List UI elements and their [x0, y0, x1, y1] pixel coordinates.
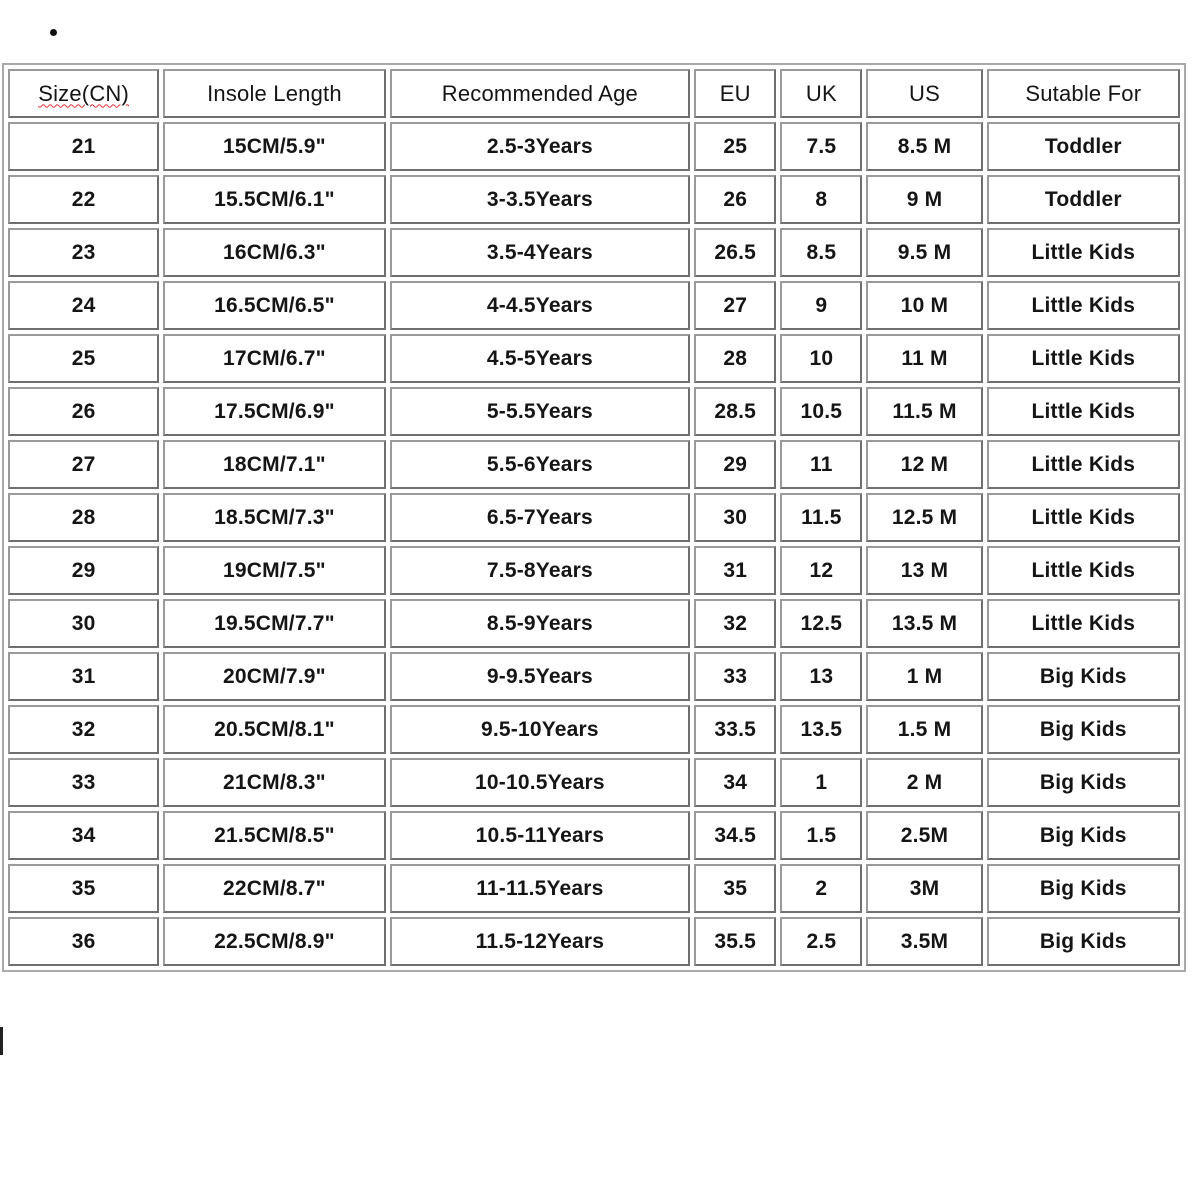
- cell-insole-length: 20CM/7.9": [163, 652, 385, 701]
- cell-uk: 8.5: [780, 228, 862, 277]
- cell-recommended-age: 9-9.5Years: [390, 652, 691, 701]
- cell-size-cn: 30: [8, 599, 159, 648]
- cell-us: 12.5 M: [866, 493, 982, 542]
- cell-recommended-age: 11-11.5Years: [390, 864, 691, 913]
- cell-uk: 1.5: [780, 811, 862, 860]
- cell-size-cn: 23: [8, 228, 159, 277]
- table-row: [8, 705, 1180, 754]
- table-row: [8, 281, 1180, 330]
- table-header-row: [8, 69, 1180, 118]
- cell-recommended-age: 4-4.5Years: [390, 281, 691, 330]
- cell-uk: 13: [780, 652, 862, 701]
- cell-us: 13.5 M: [866, 599, 982, 648]
- header-sutable-for: Sutable For: [987, 69, 1180, 118]
- cell-us: 11 M: [866, 334, 982, 383]
- cell-us: 9 M: [866, 175, 982, 224]
- cell-sutable-for: Little Kids: [987, 228, 1180, 277]
- cell-eu: 32: [694, 599, 776, 648]
- cell-sutable-for: Little Kids: [987, 440, 1180, 489]
- cell-recommended-age: 2.5-3Years: [390, 122, 691, 171]
- cell-eu: 26: [694, 175, 776, 224]
- cell-size-cn: 33: [8, 758, 159, 807]
- cell-eu: 25: [694, 122, 776, 171]
- cell-insole-length: 22.5CM/8.9": [163, 917, 385, 966]
- cell-eu: 26.5: [694, 228, 776, 277]
- header-size-cn: [8, 69, 159, 118]
- cell-recommended-age: 6.5-7Years: [390, 493, 691, 542]
- cell-size-cn: 24: [8, 281, 159, 330]
- cell-eu: 30: [694, 493, 776, 542]
- cell-recommended-age: 9.5-10Years: [390, 705, 691, 754]
- table-row: [8, 387, 1180, 436]
- cell-us: 11.5 M: [866, 387, 982, 436]
- table-row: [8, 175, 1180, 224]
- cell-size-cn: 21: [8, 122, 159, 171]
- cell-uk: 12: [780, 546, 862, 595]
- cell-insole-length: 18.5CM/7.3": [163, 493, 385, 542]
- cell-size-cn: 32: [8, 705, 159, 754]
- cell-uk: 8: [780, 175, 862, 224]
- cell-sutable-for: Toddler: [987, 122, 1180, 171]
- cell-insole-length: 15.5CM/6.1": [163, 175, 385, 224]
- cell-uk: 2: [780, 864, 862, 913]
- cell-us: 9.5 M: [866, 228, 982, 277]
- cell-recommended-age: 4.5-5Years: [390, 334, 691, 383]
- table-row: [8, 758, 1180, 807]
- cell-eu: 34.5: [694, 811, 776, 860]
- cell-sutable-for: Little Kids: [987, 281, 1180, 330]
- header-size-cn-label: Size(CN): [38, 80, 130, 106]
- cell-eu: 35.5: [694, 917, 776, 966]
- cell-us: 13 M: [866, 546, 982, 595]
- table-row: [8, 122, 1180, 171]
- header-recommended-age: Recommended Age: [390, 69, 691, 118]
- cell-us: 3.5M: [866, 917, 982, 966]
- cell-size-cn: 25: [8, 334, 159, 383]
- cell-eu: 31: [694, 546, 776, 595]
- cell-insole-length: 18CM/7.1": [163, 440, 385, 489]
- bullet-point: [50, 29, 57, 36]
- cell-eu: 35: [694, 864, 776, 913]
- cell-insole-length: 21CM/8.3": [163, 758, 385, 807]
- cell-insole-length: 21.5CM/8.5": [163, 811, 385, 860]
- cell-sutable-for: Little Kids: [987, 546, 1180, 595]
- cell-sutable-for: Big Kids: [987, 652, 1180, 701]
- cell-size-cn: 27: [8, 440, 159, 489]
- cell-insole-length: 17.5CM/6.9": [163, 387, 385, 436]
- cell-size-cn: 26: [8, 387, 159, 436]
- cell-recommended-age: 3-3.5Years: [390, 175, 691, 224]
- table-row: [8, 493, 1180, 542]
- cell-recommended-age: 10.5-11Years: [390, 811, 691, 860]
- cell-us: 2 M: [866, 758, 982, 807]
- cell-eu: 34: [694, 758, 776, 807]
- cell-recommended-age: 5.5-6Years: [390, 440, 691, 489]
- cell-us: 1 M: [866, 652, 982, 701]
- table-row: [8, 228, 1180, 277]
- cell-size-cn: 36: [8, 917, 159, 966]
- cell-eu: 33.5: [694, 705, 776, 754]
- table-row: [8, 334, 1180, 383]
- cell-eu: 29: [694, 440, 776, 489]
- cell-eu: 28: [694, 334, 776, 383]
- cell-sutable-for: Little Kids: [987, 387, 1180, 436]
- cell-size-cn: 34: [8, 811, 159, 860]
- header-uk: UK: [780, 69, 862, 118]
- cell-insole-length: 19CM/7.5": [163, 546, 385, 595]
- cell-size-cn: 28: [8, 493, 159, 542]
- cell-size-cn: 35: [8, 864, 159, 913]
- cell-uk: 10.5: [780, 387, 862, 436]
- size-chart-table: [2, 63, 1186, 972]
- cell-uk: 11.5: [780, 493, 862, 542]
- cell-sutable-for: Little Kids: [987, 334, 1180, 383]
- cell-us: 3M: [866, 864, 982, 913]
- cell-us: 1.5 M: [866, 705, 982, 754]
- table-row: [8, 811, 1180, 860]
- table-row: [8, 917, 1180, 966]
- cell-us: 10 M: [866, 281, 982, 330]
- cell-uk: 12.5: [780, 599, 862, 648]
- text-cursor: [0, 1027, 3, 1055]
- cell-insole-length: 15CM/5.9": [163, 122, 385, 171]
- cell-uk: 2.5: [780, 917, 862, 966]
- cell-insole-length: 22CM/8.7": [163, 864, 385, 913]
- cell-sutable-for: Big Kids: [987, 758, 1180, 807]
- cell-recommended-age: 7.5-8Years: [390, 546, 691, 595]
- header-insole-length: Insole Length: [163, 69, 385, 118]
- cell-us: 2.5M: [866, 811, 982, 860]
- cell-eu: 28.5: [694, 387, 776, 436]
- cell-size-cn: 22: [8, 175, 159, 224]
- cell-uk: 11: [780, 440, 862, 489]
- cell-sutable-for: Toddler: [987, 175, 1180, 224]
- cell-recommended-age: 5-5.5Years: [390, 387, 691, 436]
- cell-uk: 9: [780, 281, 862, 330]
- cell-size-cn: 31: [8, 652, 159, 701]
- cell-eu: 27: [694, 281, 776, 330]
- cell-recommended-age: 10-10.5Years: [390, 758, 691, 807]
- table-row: [8, 440, 1180, 489]
- cell-recommended-age: 3.5-4Years: [390, 228, 691, 277]
- cell-uk: 7.5: [780, 122, 862, 171]
- cell-us: 12 M: [866, 440, 982, 489]
- cell-insole-length: 19.5CM/7.7": [163, 599, 385, 648]
- table-body: [8, 122, 1180, 966]
- table-row: [8, 652, 1180, 701]
- header-us: US: [866, 69, 982, 118]
- cell-insole-length: 20.5CM/8.1": [163, 705, 385, 754]
- cell-us: 8.5 M: [866, 122, 982, 171]
- cell-insole-length: 17CM/6.7": [163, 334, 385, 383]
- cell-uk: 10: [780, 334, 862, 383]
- table-row: [8, 546, 1180, 595]
- cell-uk: 1: [780, 758, 862, 807]
- cell-uk: 13.5: [780, 705, 862, 754]
- cell-sutable-for: Big Kids: [987, 864, 1180, 913]
- cell-sutable-for: Little Kids: [987, 599, 1180, 648]
- cell-insole-length: 16CM/6.3": [163, 228, 385, 277]
- cell-eu: 33: [694, 652, 776, 701]
- cell-recommended-age: 11.5-12Years: [390, 917, 691, 966]
- cell-sutable-for: Big Kids: [987, 917, 1180, 966]
- cell-sutable-for: Little Kids: [987, 493, 1180, 542]
- cell-sutable-for: Big Kids: [987, 705, 1180, 754]
- cell-insole-length: 16.5CM/6.5": [163, 281, 385, 330]
- cell-recommended-age: 8.5-9Years: [390, 599, 691, 648]
- cell-sutable-for: Big Kids: [987, 811, 1180, 860]
- table-row: [8, 599, 1180, 648]
- header-eu: EU: [694, 69, 776, 118]
- table-row: [8, 864, 1180, 913]
- cell-size-cn: 29: [8, 546, 159, 595]
